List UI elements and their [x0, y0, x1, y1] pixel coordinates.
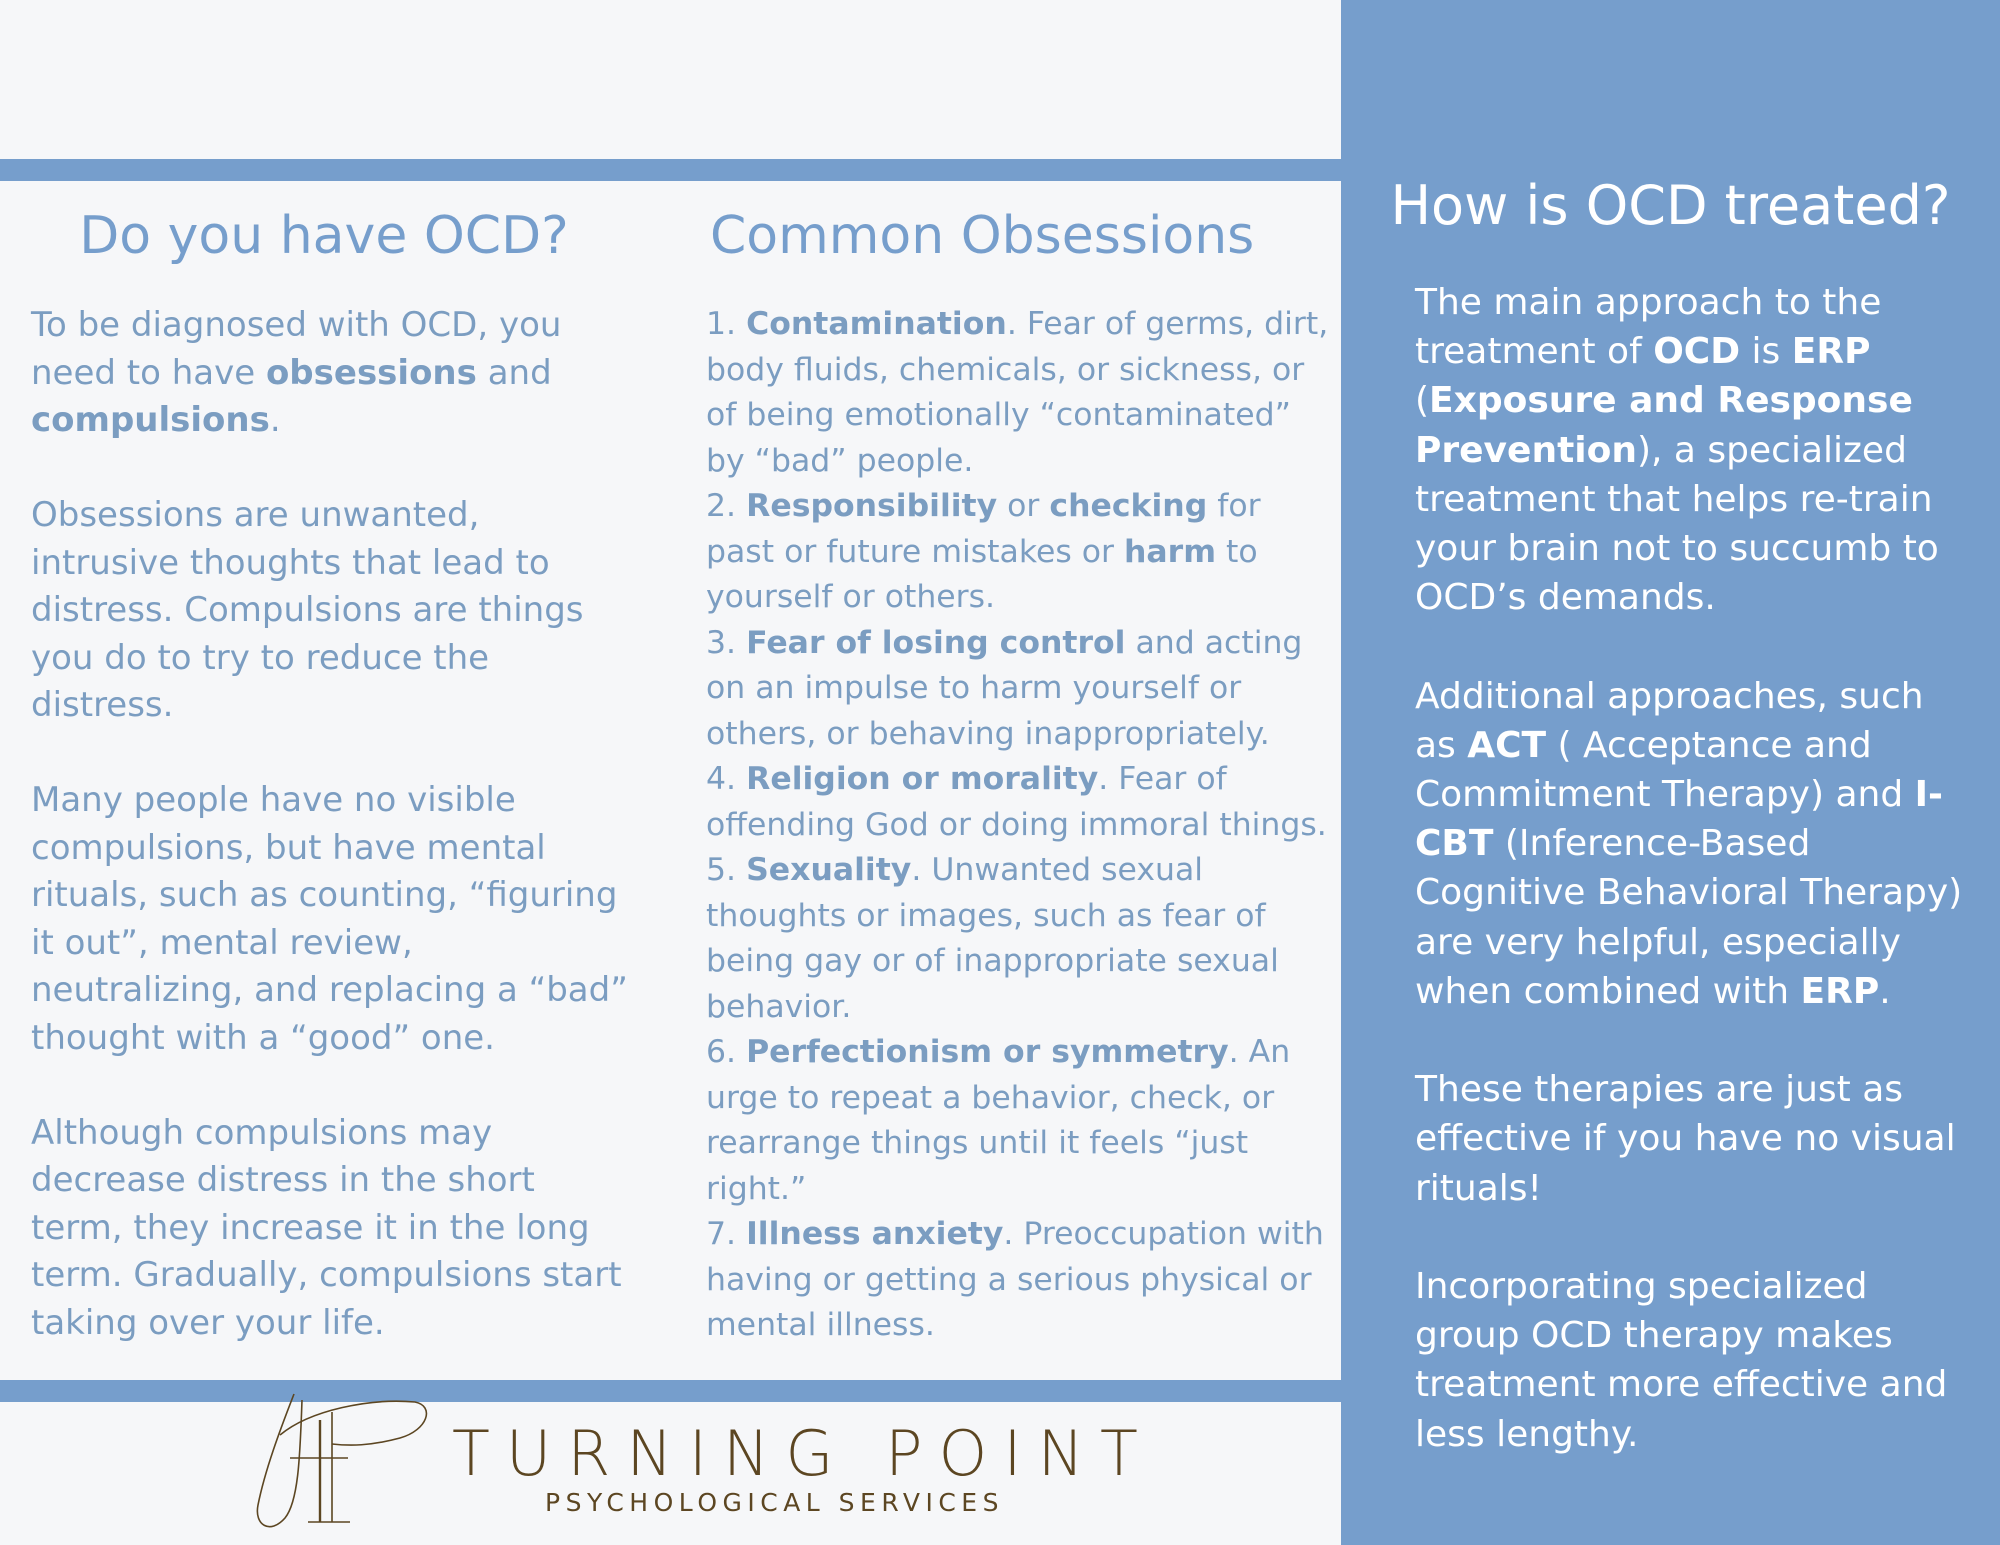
emphasized-term: obsessions: [265, 352, 477, 393]
emphasized-term: OCD: [1653, 331, 1741, 373]
ocd-diagnosis-body: [31, 302, 631, 1395]
obsession-item: 7. Illness anxiety. Preoccupation with having or getting a serious physical or mental illness.: [706, 1216, 1324, 1343]
obsession-item: 6. Perfectionism or symmetry. An urge to repeat a behavior, check, or rearrange things until it feels “just right.”: [706, 1034, 1291, 1207]
compulsions-effect-paragraph: Although compulsions may decrease distress in the short term, they increase it in the long term. Gradually, compulsions start taking over your life.: [31, 1112, 622, 1343]
common-obsessions-list: [706, 302, 1336, 1349]
emphasized-term: harm: [1124, 533, 1217, 570]
emphasized-term: checking: [1049, 488, 1208, 524]
obsession-item: 2. Responsibility or checking for past or future mistakes or harm to yourself or others.: [706, 488, 1261, 615]
emphasized-term: compulsions: [31, 400, 270, 440]
emphasized-term: ERP: [1800, 970, 1880, 1012]
common-obsessions-heading: Common Obsessions: [710, 206, 1255, 266]
emphasized-term: Exposure and Response Prevention: [1415, 380, 1913, 471]
treatment-paragraph: The main approach to the treatment of OCD is ERP (Exposure and Response Prevention), a specialized treatment that helps re-train your brain not to succumb to OCD’s demands.: [1415, 282, 1939, 619]
emphasized-term: Fear of losing control: [746, 624, 1126, 661]
obsession-item: 1. Contamination. Fear of germs, dirt, body fluids, chemicals, or sickness, or of being emotionally “contaminated” by “bad” people.: [706, 306, 1329, 479]
emphasized-term: Contamination: [746, 306, 1007, 342]
treatment-paragraph: Incorporating specialized group OCD therapy makes treatment more effective and less lengthy.: [1415, 1266, 1948, 1455]
emphasized-term: Perfectionism or symmetry: [746, 1034, 1229, 1070]
obsession-item: 4. Religion or morality. Fear of offending God or doing immoral things.: [706, 761, 1327, 843]
obsession-item: 5. Sexuality. Unwanted sexual thoughts or images, such as fear of being gay or of inappropriate sexual behavior.: [706, 852, 1279, 1025]
top-accent-band: [0, 159, 1341, 181]
ocd-diagnosis-heading: Do you have OCD?: [79, 206, 569, 266]
emphasized-term: Responsibility: [746, 488, 998, 524]
ocd-treatment-heading: How is OCD treated?: [1390, 174, 1951, 237]
emphasized-term: I-CBT: [1415, 774, 1943, 865]
brand-subtitle: PSYCHOLOGICAL SERVICES: [545, 1488, 1004, 1517]
treatment-paragraph: These therapies are just as effective if you have no visual rituals!: [1415, 1069, 1956, 1209]
obsessions-definition-paragraph: Obsessions are unwanted, intrusive thoughts that lead to distress. Compulsions are things you do to try to reduce the distress.: [31, 495, 584, 725]
ocd-treatment-body: [1415, 278, 1975, 1508]
turning-point-monogram-logo: [250, 1390, 435, 1535]
emphasized-term: Religion or morality: [746, 761, 1099, 797]
brand-name: TURNING POINT: [452, 1417, 1154, 1490]
treatment-paragraph: Additional approaches, such as ACT ( Acceptance and Commitment Therapy) and I-CBT (Inference-Based Cognitive Behavioral Therapy) are very helpful, especially when combined with ERP.: [1415, 675, 1963, 1012]
emphasized-term: ACT: [1467, 724, 1547, 766]
diagnosis-paragraph: To be diagnosed with OCD, you need to have obsessions and compulsions.: [31, 305, 562, 440]
emphasized-term: Illness anxiety: [746, 1216, 1004, 1252]
emphasized-term: ERP: [1791, 331, 1871, 373]
mental-rituals-paragraph: Many people have no visible compulsions, but have mental rituals, such as counting, “figuring it out”, mental review, neutralizing, and replacing a “bad” thought with a “good” one.: [31, 780, 628, 1058]
emphasized-term: Sexuality: [746, 852, 912, 888]
obsession-item: 3. Fear of losing control and acting on an impulse to harm yourself or others, or behaving inappropriately.: [706, 624, 1303, 752]
